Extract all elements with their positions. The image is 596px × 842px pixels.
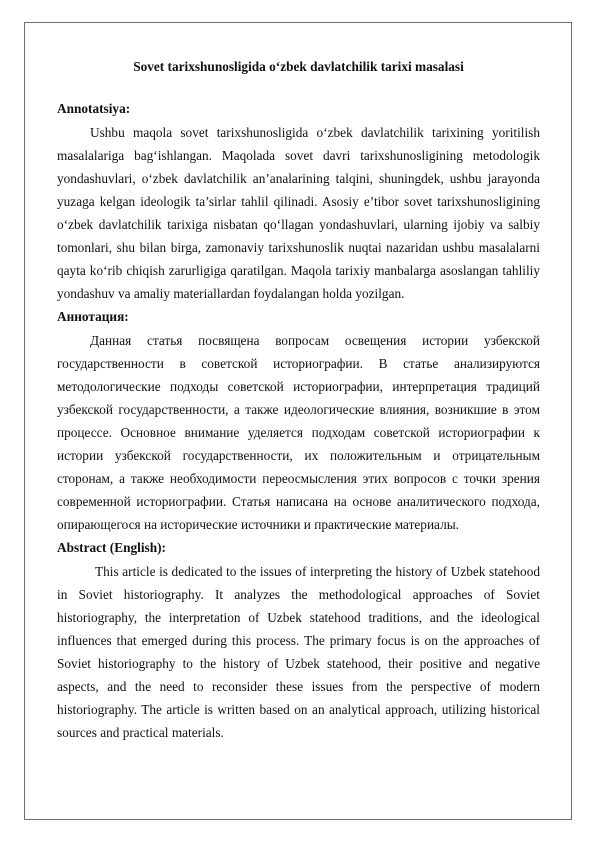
- abstract-russian: Данная статья посвящена вопросам освещения истории узбекской государственности в советской историографии. В статье анализируются методологические подходы советской историографии, интерпретация традиций узбекской государственности, а также идеологические влияния, возникшие в этом процессе. Основное внимание уделяется подходам советской историографии к истории узбекской государственности, их положительным и отрицательным сторонам, а также необходимости переосмысления этих вопросов с точки зрения современной историографии. Статья написана на основе аналитического подхода, опирающегося на исторические источники и практические материалы.: [57, 333, 540, 532]
- section-heading-uzbek: Annotatsiya:: [57, 101, 131, 116]
- section-heading-russian: Аннотация:: [57, 309, 129, 324]
- section-annotatsiya-russian: [57, 308, 540, 536]
- section-annotatsiya: [57, 100, 540, 305]
- abstract-english: This article is dedicated to the issues of interpreting the history of Uzbek statehood in Soviet historiography. It analyzes the methodological approaches of Soviet historiography, the interpretation of Uzbek statehood traditions, and the ideological influences that emerged during this process. The primary focus is on the approaches of Soviet historiography to the history of Uzbek statehood, their positive and negative aspects, and the need to reconsider these issues from the perspective of modern historiography. The article is written based on an analytical approach, utilizing historical sources and practical materials.: [57, 564, 540, 740]
- section-abstract-english: [57, 539, 540, 744]
- document-body: [57, 58, 540, 747]
- abstract-uzbek: Ushbu maqola sovet tarixshunosligida o‘zbek davlatchilik tarixining yoritilish masalalariga bag‘ishlangan. Maqolada sovet davri tarixshunosligining metodologik yondashuvlari, o‘zbek davlatchilik an’analarining talqini, shuningdek, ushbu jarayonda yuzaga kelgan ideologik ta’sirlar tahlil qilinadi. Asosiy e’tibor sovet tarixshunosligining o‘zbek davlatchilik tarixiga nisbatan qo‘llagan yondashuvlari, ularning ijobiy va salbiy tomonlari, shu bilan birga, zamonaviy tarixshunoslik nuqtai nazaridan ushbu masalalarni qayta ko‘rib chiqish zarurligiga qaratilgan. Maqola tarixiy manbalarga asoslangan tahliliy yondashuv va amaliy materiallardan foydalangan holda yozilgan.: [57, 125, 540, 301]
- document-title: Sovet tarixshunosligida o‘zbek davlatchilik tarixi masalasi: [133, 59, 464, 74]
- section-heading-english: Abstract (English):: [57, 540, 166, 555]
